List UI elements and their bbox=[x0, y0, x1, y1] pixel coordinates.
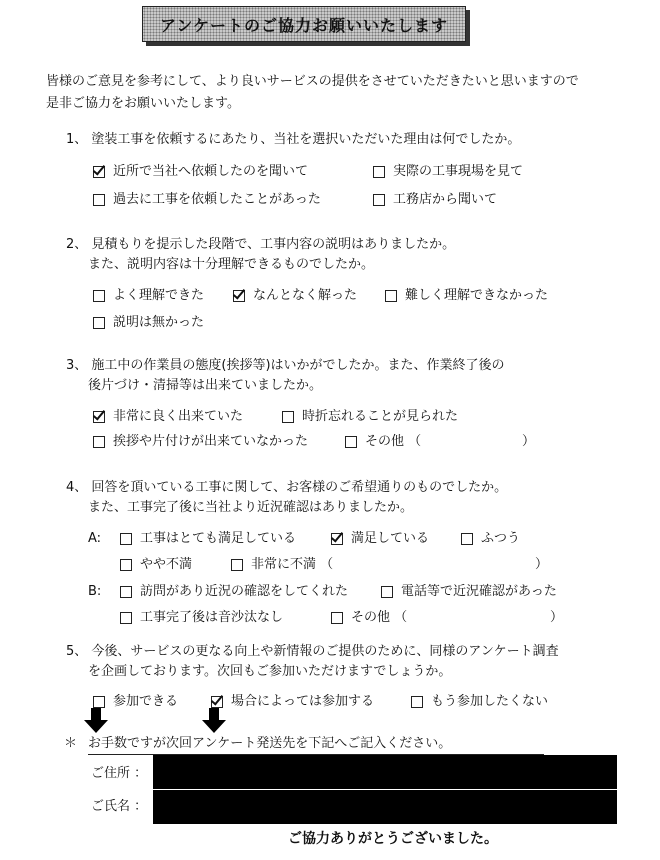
q1-option-4[interactable] bbox=[373, 190, 497, 210]
checkbox[interactable] bbox=[373, 166, 385, 178]
down-arrow-icon bbox=[201, 708, 227, 734]
checkbox[interactable] bbox=[385, 290, 397, 302]
q3-option-4[interactable] bbox=[345, 432, 421, 452]
option-label: 訪問があり近況の確認をしてくれた bbox=[140, 584, 349, 599]
checkbox[interactable] bbox=[120, 586, 132, 598]
option-label: 過去に工事を依頼したことがあった bbox=[113, 192, 321, 207]
checkbox[interactable] bbox=[231, 559, 243, 571]
option-label: 非常に不満 （ bbox=[251, 557, 334, 572]
option-label: その他 （ bbox=[351, 610, 408, 625]
q3-option-3[interactable] bbox=[93, 432, 308, 452]
q3-option-2[interactable] bbox=[282, 407, 458, 427]
q2-option-4[interactable] bbox=[93, 313, 204, 333]
intro-line-1: 皆様のご意見を参考にして、より良いサービスの提供をさせていただきたいと思いますので bbox=[46, 74, 579, 89]
checkbox[interactable] bbox=[211, 696, 223, 708]
checkbox[interactable] bbox=[331, 612, 343, 624]
q4-a-label: A: bbox=[88, 531, 102, 546]
q5-line-2: を企画しております。次回もご参加いただけますでしょうか。 bbox=[88, 664, 452, 679]
intro-line-2: 是非ご協力をお願いいたします。 bbox=[46, 96, 240, 111]
q5-option-2[interactable] bbox=[211, 692, 374, 712]
option-label: 時折忘れることが見られた bbox=[302, 409, 459, 424]
checkbox[interactable] bbox=[461, 533, 473, 545]
survey-title-box bbox=[142, 6, 466, 42]
option-label: 工事はとても満足している bbox=[140, 531, 297, 546]
checkbox[interactable] bbox=[120, 612, 132, 624]
option-label: 難しく理解できなかった bbox=[405, 288, 549, 303]
address-label: ご住所 ： bbox=[91, 766, 148, 781]
option-label: 参加できる bbox=[113, 694, 179, 709]
q2-line-2: また、説明内容は十分理解できるものでしたか。 bbox=[88, 257, 375, 272]
q1-option-1[interactable] bbox=[93, 162, 308, 182]
q4-a-option-4[interactable] bbox=[120, 555, 192, 575]
q1-option-2[interactable] bbox=[373, 162, 523, 182]
option-label: 工務店から聞いて bbox=[393, 192, 498, 207]
name-label: ご氏名 ： bbox=[91, 799, 148, 814]
option-label: 工事完了後は音沙汰なし bbox=[140, 610, 284, 625]
option-label: 近所で当社へ依頼したのを聞いて bbox=[113, 164, 309, 179]
q4-b-option-1[interactable] bbox=[120, 582, 348, 602]
checkbox[interactable] bbox=[93, 166, 105, 178]
checkbox[interactable] bbox=[93, 436, 105, 448]
q1-text: 1、 塗装工事を依頼するにあたり、当社を選択いただいた理由は何でしたか。 bbox=[66, 132, 521, 147]
q5-option-3[interactable] bbox=[411, 692, 548, 712]
option-label: 場合によっては参加する bbox=[231, 694, 375, 709]
name-field-redacted[interactable] bbox=[153, 790, 617, 824]
q2-option-1[interactable] bbox=[93, 286, 204, 306]
option-label: やや不満 bbox=[140, 557, 193, 572]
q4-b-option-2[interactable] bbox=[381, 582, 557, 602]
checkbox[interactable] bbox=[381, 586, 393, 598]
q4-a-option-5[interactable] bbox=[231, 555, 333, 575]
checkbox[interactable] bbox=[282, 411, 294, 423]
option-label: よく理解できた bbox=[113, 288, 205, 303]
q4-a-option-1[interactable] bbox=[120, 529, 296, 549]
q2-option-2[interactable] bbox=[233, 286, 357, 306]
option-label: もう参加したくない bbox=[431, 694, 549, 709]
q4-a-option-2[interactable] bbox=[331, 529, 429, 549]
q3-close-paren: ） bbox=[522, 434, 536, 449]
down-arrow-icon bbox=[83, 708, 109, 734]
checkbox[interactable] bbox=[345, 436, 357, 448]
q4-a-close-paren: ） bbox=[535, 557, 549, 572]
checkbox[interactable] bbox=[233, 290, 245, 302]
q5-line-1: 5、 今後、サービスの更なる向上や新情報のご提供のために、同様のアンケート調査 bbox=[66, 644, 559, 659]
footer-note: お手数ですが次回アンケート発送先を下記へご記入ください。 bbox=[88, 734, 544, 755]
option-label: 説明は無かった bbox=[113, 315, 205, 330]
q4-line-2: また、工事完了後に当社より近況確認はありましたか。 bbox=[88, 500, 414, 515]
option-label: 電話等で近況確認があった bbox=[401, 584, 557, 599]
q2-line-1: 2、 見積もりを提示した段階で、工事内容の説明はありましたか。 bbox=[66, 237, 456, 252]
footer-asterisk: ＊ bbox=[64, 736, 78, 751]
option-label: なんとなく解った bbox=[253, 288, 358, 303]
option-label: 非常に良く出来ていた bbox=[113, 409, 244, 424]
q4-b-option-4[interactable] bbox=[331, 608, 407, 628]
checkbox[interactable] bbox=[93, 290, 105, 302]
option-label: その他 （ bbox=[365, 434, 422, 449]
checkbox[interactable] bbox=[93, 317, 105, 329]
checkbox[interactable] bbox=[411, 696, 423, 708]
q3-line-1: 3、 施工中の作業員の態度(挨拶等)はいかがでしたか。また、作業終了後の bbox=[66, 358, 505, 373]
q4-a-option-3[interactable] bbox=[461, 529, 520, 549]
q4-b-option-3[interactable] bbox=[120, 608, 283, 628]
checkbox[interactable] bbox=[373, 194, 385, 206]
option-label: 挨拶や片付けが出来ていなかった bbox=[113, 434, 309, 449]
q4-line-1: 4、 回答を頂いている工事に関して、お客様のご希望通りのものでしたか。 bbox=[66, 480, 508, 495]
checkbox[interactable] bbox=[93, 696, 105, 708]
option-label: 満足している bbox=[351, 531, 430, 546]
checkbox[interactable] bbox=[120, 533, 132, 545]
checkbox[interactable] bbox=[93, 194, 105, 206]
q3-line-2: 後片づけ・清掃等は出来ていましたか。 bbox=[88, 378, 323, 393]
q4-b-close-paren: ） bbox=[550, 610, 564, 625]
thanks-message: ご協力ありがとうございました。 bbox=[288, 831, 498, 847]
checkbox[interactable] bbox=[120, 559, 132, 571]
option-label: ふつう bbox=[481, 531, 521, 546]
q4-b-label: B: bbox=[88, 584, 102, 599]
option-label: 実際の工事現場を見て bbox=[393, 164, 524, 179]
checkbox[interactable] bbox=[331, 533, 343, 545]
q2-option-3[interactable] bbox=[385, 286, 548, 306]
survey-title: アンケートのご協力お願いいたします bbox=[159, 15, 449, 35]
q3-option-1[interactable] bbox=[93, 407, 243, 427]
address-field-redacted[interactable] bbox=[153, 755, 617, 789]
checkbox[interactable] bbox=[93, 411, 105, 423]
q1-option-3[interactable] bbox=[93, 190, 321, 210]
